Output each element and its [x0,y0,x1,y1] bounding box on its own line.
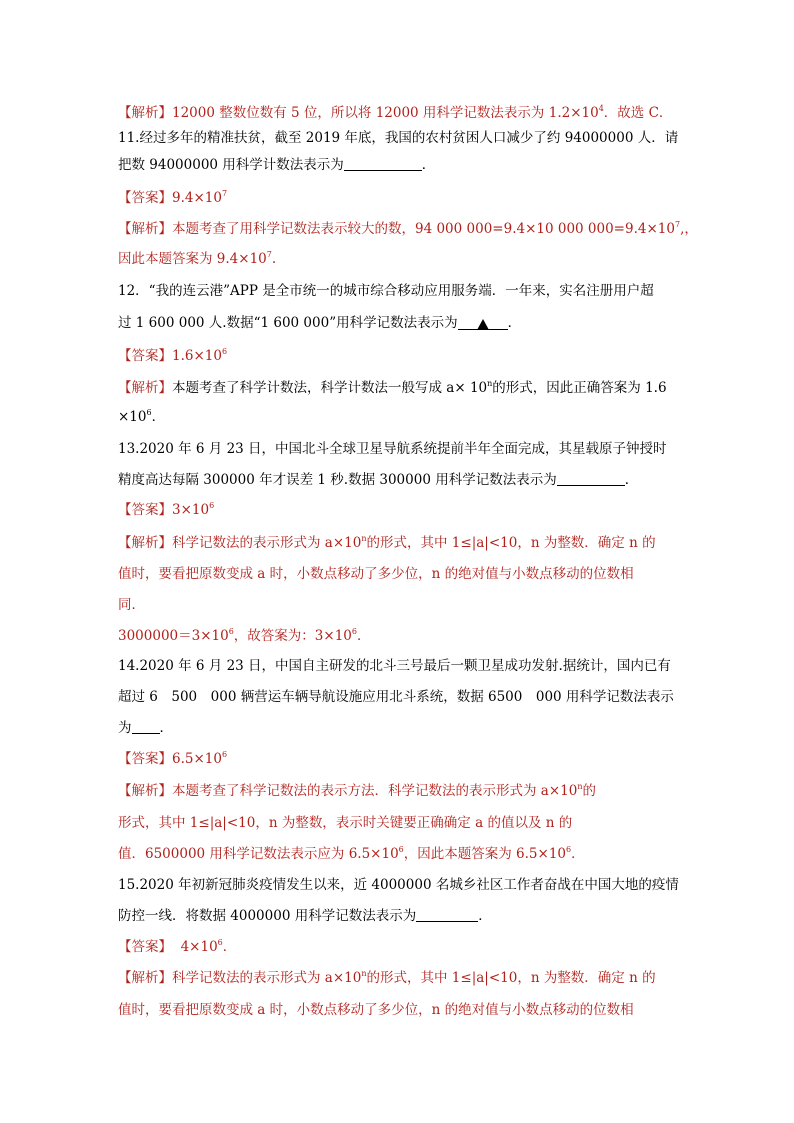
analysis-tag: 【解析】 [118,970,172,986]
analysis-tag: 【解析】 [118,105,172,121]
analysis-line: 【解析】本题考查了用科学记数法表示较大的数，94 000 000=9.4×10 000 $000=9.4\times 10^7$,， [118,220,698,237]
analysis-tag: 【解析】 [118,221,172,237]
answer-line: 【答案】$3\times 10^6$ [118,501,215,518]
analysis-line-2: $\times 10^6$． [118,408,166,425]
question-12-line-1: 12．“我的连云港”APP 是全市统一的城市综合移动应用服务端．一年来，实名注册用户超 [118,283,654,299]
analysis-line-2: 值时，要看把原数变成 a 时，小数点移动了多少位，n 的绝对值与小数点移动的位数相 [118,566,634,582]
triangle-icon [477,319,489,330]
question-11-line-2: 把数 94000000 用科学计数法表示为 ． [118,157,436,173]
analysis-line-2: 形式，其中 1≤|a|<10，n 为整数，表示时关键要正确确定 a 的值以及 n 的 [118,815,573,831]
answer-blank [132,719,160,734]
answer-tag: 【答案】 [118,190,172,206]
analysis-line-3: 同． [118,597,145,613]
analysis-line-3: 值．6500000 用科学记数法表示应为 $6.5\times 10^6$，因此本题答案为 $6.5\times 10^6$． [118,845,585,862]
analysis-tag: 【解析】 [118,535,172,551]
answer-line: 【答案】$9.4\times 10^7$ [118,189,228,206]
question-12-line-2: 过 1 600 000 人.数据“1 600 000”用科学记数法表示为 ． [118,315,522,331]
answer-line: 【答案】$1.6\times 10^6$ [118,347,228,364]
question-14-line-2: 超过 6 500 000 辆营运车辆导航设施应用北斗系统，数据 6500 000 用科学记数法表示 [118,689,674,705]
analysis-line: 【解析】12000 整数位数有 5 位，所以将 12000 用科学记数法表示为 $1.2\times 10^4$．故选 C． [118,104,673,121]
question-15-line-1: 15.2020 年初新冠肺炎疫情发生以来，近 4000000 名城乡社区工作者奋战在中国大地的疫情 [118,877,679,893]
answer-tag: 【答案】 [118,348,172,364]
answer-blank [458,315,508,330]
answer-tag: 【答案】 [118,751,172,767]
answer-blank [557,471,625,486]
question-14-line-3: 为 ． [118,720,173,736]
analysis-line-2: 因此本题答案为 $9.4\times 10^7$. [118,250,277,267]
answer-tag: 【答案】 [118,502,172,518]
answer-blank [344,156,422,171]
question-13-line-2: 精度高达每隔 300000 年才误差 1 秒.数据 300000 用科学记数法表示为 ． [118,472,639,488]
analysis-tag: 【解析】 [118,380,172,396]
question-13-line-1: 13.2020 年 6 月 23 日，中国北斗全球卫星导航系统提前半年全面完成，其星载原子钟授时 [118,441,667,457]
question-11-line-1: 11.经过多年的精准扶贫，截至 2019 年底，我国的农村贫困人口减少了约 94000000 人．请 [118,130,679,146]
analysis-line-2: 值时，要看把原数变成 a 时，小数点移动了多少位，n 的绝对值与小数点移动的位数相 [118,1002,634,1018]
answer-tag: 【答案】 [118,939,172,955]
question-15-line-2: 防控一线．将数据 4000000 用科学记数法表示为 ． [118,908,492,924]
answer-line: 【答案】$6.5\times 10^6$ [118,750,228,767]
analysis-line: 【解析】科学记数法的表示形式为 $a\times 10^n$的形式，其中 1≤|a|<10，n 为整数．确定 n 的 [118,969,656,986]
analysis-line: 【解析】本题考查了科学计数法，科学计数法一般写成 $a\times 10^n$的形式，因此正确答案为 1.6 [118,379,667,396]
answer-blank [416,907,478,922]
question-14-line-1: 14.2020 年 6 月 23 日，中国自主研发的北斗三号最后一颗卫星成功发射.据统计，国内已有 [118,658,671,674]
analysis-tag: 【解析】 [118,783,172,799]
calculation-line: $3000000=3\times 10^6$，故答案为：$3\times 10^6$． [118,627,371,644]
answer-line: 【答案】 $4\times 10^6$． [118,938,237,955]
analysis-line: 【解析】科学记数法的表示形式为 $a\times 10^n$的形式，其中 1≤|a|<10，n 为整数．确定 n 的 [118,534,656,551]
analysis-line: 【解析】本题考查了科学记数法的表示方法．科学记数法的表示形式为 $a\times 10^n$的 [118,782,596,799]
